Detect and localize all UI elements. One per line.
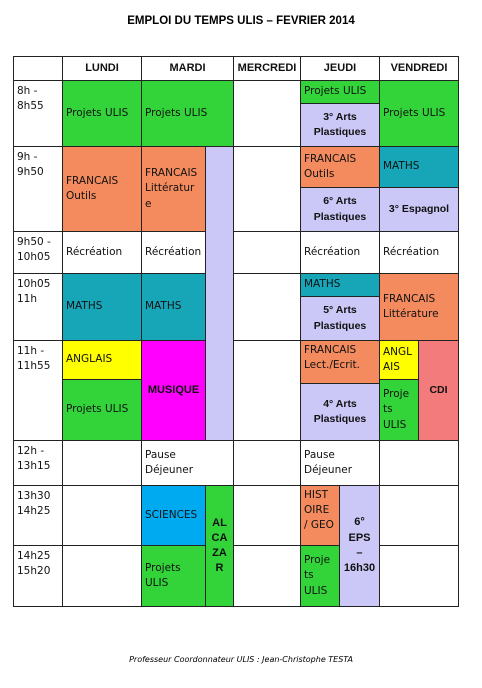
jeudi-maths: MATHS (300, 273, 380, 297)
vendredi-maths: MATHS (379, 146, 459, 188)
time-slot: 13h30 14h25 (13, 485, 63, 546)
vendredi-recreation: Récréation (379, 231, 459, 274)
jeudi-projets-ulis-3: Proje ts ULIS (300, 545, 340, 607)
mardi-projets-ulis: Projets ULIS (141, 80, 234, 147)
mardi-sciences: SCIENCES (141, 485, 206, 546)
lundi-maths: MATHS (62, 273, 142, 341)
time-slot: 8h - 8h55 (13, 80, 63, 147)
lundi-empty (62, 545, 142, 607)
header-corner (13, 56, 63, 81)
time-slot: 11h - 11h55 (13, 340, 63, 441)
vendredi-espagnol: 3° Espagnol (379, 187, 459, 232)
mardi-francais-litterature: FRANCAIS Littératur e (141, 146, 206, 232)
vendredi-empty (379, 545, 459, 607)
jeudi-arts-plastiques-4: 4° Arts Plastiques (300, 383, 380, 441)
jeudi-eps: 6° EPS – 16h30 (339, 485, 380, 607)
time-slot: 9h50 - 10h05 (13, 231, 63, 274)
header-lundi: LUNDI (62, 56, 142, 81)
vendredi-cdi: CDI (418, 340, 459, 441)
jeudi-arts-plastiques-6: 6° Arts Plastiques (300, 187, 380, 232)
vendredi-empty (379, 485, 459, 546)
mardi-alcazar: AL CA ZA R (205, 485, 234, 607)
mercredi-empty (233, 273, 301, 341)
mercredi-empty (233, 440, 301, 486)
lundi-recreation: Récréation (62, 231, 142, 274)
vendredi-francais-litterature: FRANCAIS Littérature (379, 273, 459, 341)
time-slot: 12h - 13h15 (13, 440, 63, 486)
mercredi-empty (233, 146, 301, 232)
lundi-francais-outils: FRANCAIS Outils (62, 146, 142, 232)
vendredi-anglais: ANGL AIS (379, 340, 419, 380)
jeudi-histoire-geo: HIST OIRE / GEO (300, 485, 340, 546)
mercredi-empty (233, 485, 301, 546)
lundi-empty (62, 440, 142, 486)
header-jeudi: JEUDI (300, 56, 380, 81)
mardi-projets-ulis-3: Projets ULIS (141, 545, 206, 607)
lundi-anglais: ANGLAIS (62, 340, 142, 380)
mercredi-empty (233, 340, 301, 441)
mercredi-empty (233, 80, 301, 147)
mardi-musique: MUSIQUE (141, 340, 206, 441)
time-slot: 10h05 11h (13, 273, 63, 341)
page-title: EMPLOI DU TEMPS ULIS – FEVRIER 2014 (127, 15, 355, 27)
jeudi-pause-dejeuner: Pause Déjeuner (300, 440, 380, 486)
jeudi-arts-plastiques-5: 5° Arts Plastiques (300, 296, 380, 341)
jeudi-projets-ulis: Projets ULIS (300, 80, 380, 104)
jeudi-francais-outils: FRANCAIS Outils (300, 146, 380, 188)
lundi-empty (62, 485, 142, 546)
lundi-projets-ulis: Projets ULIS (62, 80, 142, 147)
time-slot: 9h - 9h50 (13, 146, 63, 232)
vendredi-empty (379, 440, 459, 486)
footer-note: Professeur Coordonnateur ULIS : Jean-Christophe TESTA (129, 655, 353, 664)
header-mardi: MARDI (141, 56, 234, 81)
vendredi-projets-ulis-2: Proje ts ULIS (379, 379, 419, 441)
mercredi-empty (233, 545, 301, 607)
mardi-pause-dejeuner: Pause Déjeuner (141, 440, 234, 486)
jeudi-francais-lect-ecrit: FRANCAIS Lect./Ecrit. (300, 340, 380, 384)
mardi-lavender-block (205, 146, 234, 441)
jeudi-arts-plastiques-3: 3° Arts Plastiques (300, 103, 380, 147)
header-mercredi: MERCREDI (233, 56, 301, 81)
header-vendredi: VENDREDI (379, 56, 459, 81)
jeudi-recreation: Récréation (300, 231, 380, 274)
mardi-maths: MATHS (141, 273, 206, 341)
mardi-recreation: Récréation (141, 231, 206, 274)
vendredi-projets-ulis: Projets ULIS (379, 80, 459, 147)
mercredi-empty (233, 231, 301, 274)
time-slot: 14h25 15h20 (13, 545, 63, 607)
lundi-projets-ulis-2: Projets ULIS (62, 379, 142, 441)
